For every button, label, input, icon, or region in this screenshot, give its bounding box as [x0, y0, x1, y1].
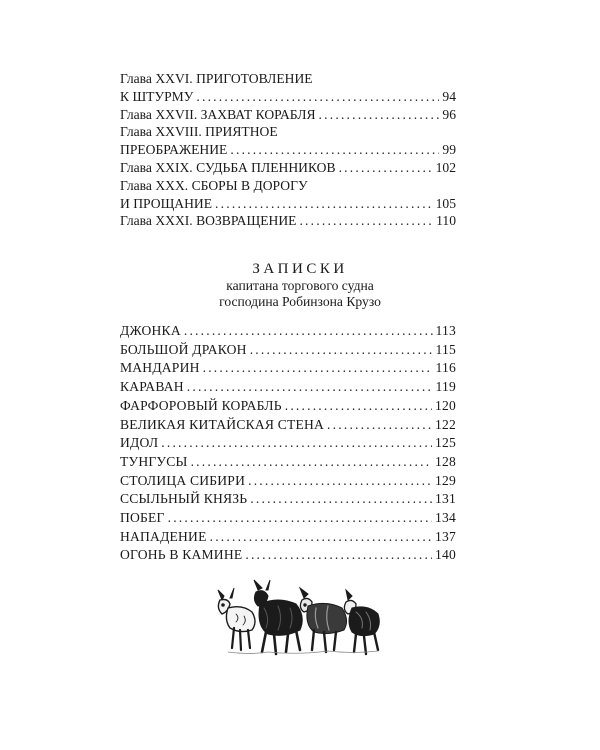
toc-entry-page: 105 — [435, 195, 456, 211]
dot-leader — [299, 212, 433, 230]
toc-entry-title: ДЖОНКА — [120, 323, 181, 338]
dot-leader — [187, 378, 433, 397]
toc-entry-page: 137 — [435, 528, 456, 544]
toc-entry[interactable] — [120, 434, 456, 453]
toc-entry-page: 110 — [436, 213, 456, 229]
toc-entry-title-cont: ПРЕОБРАЖЕНИЕ — [120, 142, 228, 158]
toc-entry-title: НАПАДЕНИЕ — [120, 528, 207, 544]
dot-leader — [245, 546, 432, 565]
toc-entry-title-cont: И ПРОЩАНИЕ — [120, 195, 213, 211]
toc-entry[interactable] — [120, 378, 456, 397]
toc-entry-title: КАРАВАН — [120, 379, 184, 395]
toc-entry-title: Глава XXVIII. ПРИЯТНОЕ — [120, 124, 278, 140]
dot-leader — [168, 509, 432, 528]
toc-entry[interactable] — [120, 546, 456, 565]
goats-illustration-icon — [208, 578, 386, 658]
toc-entry-title: ОГОНЬ В КАМИНЕ — [120, 547, 243, 563]
toc-entry[interactable] — [120, 397, 456, 416]
toc-entry[interactable] — [120, 453, 456, 472]
toc-entry-title: Глава XXXI. ВОЗВРАЩЕНИЕ — [120, 213, 297, 229]
toc-entry-page: 122 — [435, 416, 456, 432]
toc-entry[interactable] — [120, 159, 456, 177]
toc-entry-title: ФАРФОРОВЫЙ КОРАБЛЬ — [120, 397, 282, 413]
toc-entry[interactable] — [120, 359, 456, 378]
toc-entry-page: 131 — [435, 491, 456, 507]
toc-entry-page: 134 — [435, 510, 456, 526]
dot-leader — [196, 88, 439, 106]
toc-entry[interactable] — [120, 528, 456, 547]
toc-entry[interactable] — [120, 70, 456, 106]
toc-entry-page: 99 — [442, 142, 456, 158]
section-title: ЗАПИСКИ — [252, 261, 348, 277]
toc-entry[interactable] — [120, 490, 456, 509]
toc-notes — [120, 322, 456, 565]
toc-chapters — [120, 70, 456, 230]
toc-entry-page: 125 — [435, 435, 456, 451]
toc-entry-page: 113 — [435, 323, 456, 338]
dot-leader — [184, 322, 433, 341]
toc-entry-title: Глава XXIX. СУДЬБА ПЛЕННИКОВ — [120, 159, 336, 175]
toc-entry-title: Глава XXVII. ЗАХВАТ КОРАБЛЯ — [120, 106, 316, 122]
toc-entry-title: ПОБЕГ — [120, 510, 165, 526]
toc-entry-title-cont: К ШТУРМУ — [120, 88, 194, 104]
toc-entry-title: ВЕЛИКАЯ КИТАЙСКАЯ СТЕНА — [120, 416, 325, 432]
dot-leader — [210, 528, 432, 547]
toc-entry-page: 102 — [435, 159, 456, 175]
toc-entry[interactable] — [120, 341, 456, 360]
toc-entry-page: 94 — [442, 88, 456, 104]
toc-entry-page: 140 — [435, 547, 456, 563]
dot-leader — [203, 359, 433, 378]
dot-leader — [191, 453, 432, 472]
toc-entry[interactable] — [120, 177, 456, 213]
toc-entry-title: СТОЛИЦА СИБИРИ — [120, 472, 246, 488]
section-subtitle: капитана торгового судна — [226, 278, 374, 293]
toc-entry-page: 119 — [435, 379, 456, 395]
dot-leader — [250, 490, 432, 509]
toc-entry-title: Глава XXVI. ПРИГОТОВЛЕНИЕ — [120, 71, 313, 86]
toc-entry-page: 128 — [435, 453, 456, 469]
dot-leader — [285, 397, 432, 416]
toc-entry[interactable] — [120, 509, 456, 528]
toc-entry[interactable] — [120, 123, 456, 159]
toc-entry-page: 116 — [435, 360, 456, 376]
dot-leader — [319, 106, 440, 124]
toc-entry-page: 129 — [435, 472, 456, 488]
toc-entry-page: 120 — [435, 397, 456, 413]
dot-leader — [248, 472, 432, 491]
toc-entry-page: 115 — [435, 341, 456, 357]
dot-leader — [339, 159, 433, 177]
toc-entry-page: 96 — [442, 106, 456, 122]
toc-entry-title: ССЫЛЬНЫЙ КНЯЗЬ — [120, 491, 248, 507]
toc-entry-title: ИДОЛ — [120, 435, 159, 451]
toc-entry-title: ТУНГУСЫ — [120, 453, 188, 469]
toc-entry-title: БОЛЬШОЙ ДРАКОН — [120, 341, 247, 357]
dot-leader — [161, 434, 432, 453]
dot-leader — [230, 141, 439, 159]
dot-leader — [250, 341, 433, 360]
section-heading — [150, 260, 450, 310]
toc-entry-title: МАНДАРИН — [120, 360, 200, 376]
toc-entry[interactable] — [120, 106, 456, 124]
dot-leader — [215, 195, 433, 213]
dot-leader — [327, 416, 432, 435]
section-subtitle: господина Робинзона Крузо — [219, 294, 381, 309]
toc-entry[interactable] — [120, 212, 456, 230]
toc-entry[interactable] — [120, 322, 456, 341]
toc-entry[interactable] — [120, 416, 456, 435]
toc-entry[interactable] — [120, 472, 456, 491]
toc-entry-title: Глава XXX. СБОРЫ В ДОРОГУ — [120, 177, 308, 193]
